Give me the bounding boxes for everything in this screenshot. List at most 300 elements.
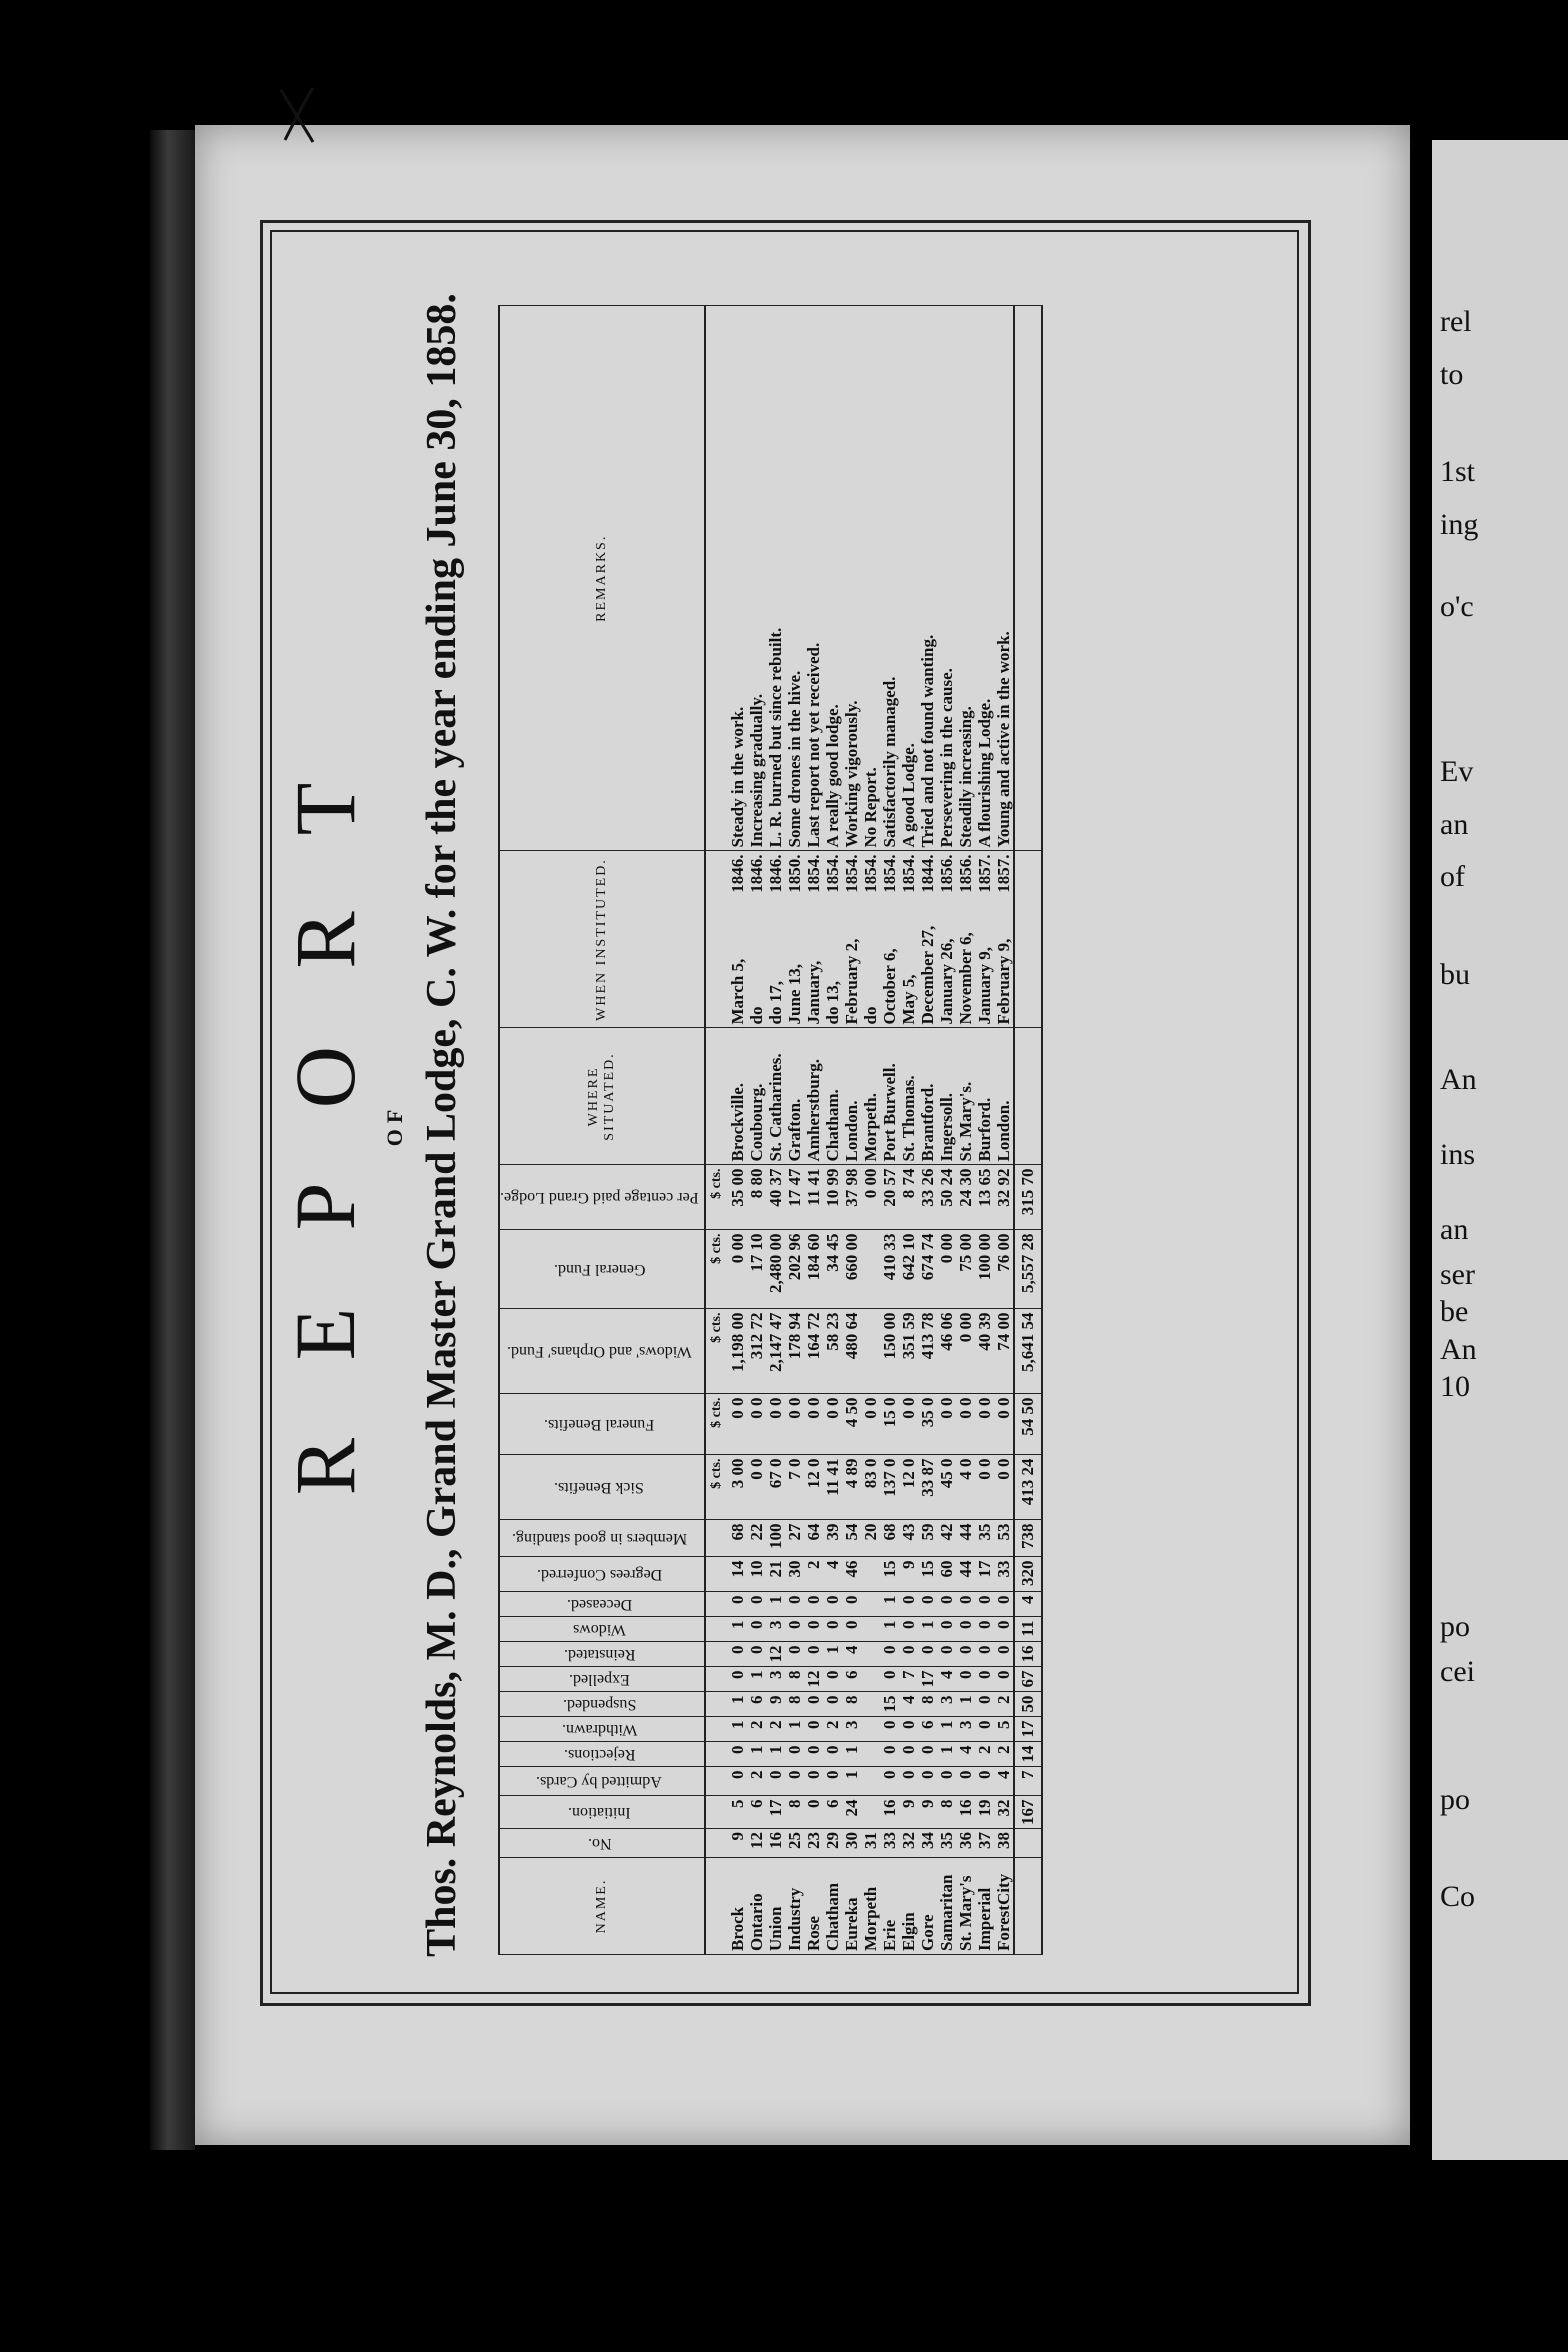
cell-susp: 6 — [747, 1692, 766, 1717]
cell-init: 17 — [766, 1796, 785, 1829]
cell-dec: 0 — [785, 1592, 804, 1617]
cell-rej — [861, 1742, 880, 1767]
cell-rein: 0 — [994, 1642, 1014, 1667]
cell-adm — [861, 1767, 880, 1796]
cell-name: Industry — [785, 1858, 804, 1955]
cell-init: 9 — [899, 1796, 918, 1829]
cell-susp — [861, 1692, 880, 1717]
unit-funeral: $ cts. — [705, 1394, 728, 1455]
cell-gen: 660 00 — [842, 1230, 861, 1309]
cell-mem: 44 — [956, 1520, 975, 1557]
cell-deg: 44 — [956, 1557, 975, 1592]
cell-rej: 0 — [728, 1742, 747, 1767]
cell-adm: 0 — [766, 1767, 785, 1796]
cell-fun: 0 0 — [804, 1394, 823, 1455]
cell-wof: 40 39 — [975, 1309, 994, 1394]
cell-when: June 13, 1850. — [785, 851, 804, 1028]
cell-rej: 0 — [804, 1742, 823, 1767]
cell-pct: 32 92 — [994, 1165, 1014, 1230]
cell-name: Ontario — [747, 1858, 766, 1955]
cell-no: 37 — [975, 1829, 994, 1858]
cell-no: 32 — [899, 1829, 918, 1858]
cell-rej: 1 — [842, 1742, 861, 1767]
cell-mem: 59 — [918, 1520, 937, 1557]
report-of: OF — [382, 1103, 407, 1147]
cell-exp: 0 — [880, 1667, 899, 1692]
cell-gen: 0 00 — [728, 1230, 747, 1309]
cell-name: Elgin — [899, 1858, 918, 1955]
cell-wid: 0 — [785, 1617, 804, 1642]
cell-when: January, 1854. — [804, 851, 823, 1028]
pen-mark-x — [273, 80, 323, 150]
cell-gen: 674 74 — [918, 1230, 937, 1309]
table-row — [804, 306, 823, 1955]
cell-when: do 1846. — [747, 851, 766, 1028]
cell-no: 34 — [918, 1829, 937, 1858]
cell-when: do 17, 1846. — [766, 851, 785, 1028]
cell-when: December 27, 1844. — [918, 851, 937, 1028]
cell-remark: A good Lodge. — [899, 306, 918, 852]
cell-exp: 0 — [975, 1667, 994, 1692]
cell-dec: 0 — [842, 1592, 861, 1617]
fragment-text: be — [1440, 1295, 1469, 1328]
header-initiation: Initiation. — [499, 1796, 705, 1829]
cell-susp: 2 — [994, 1692, 1014, 1717]
cell-init: 0 — [804, 1796, 823, 1829]
cell-exp: 0 — [728, 1667, 747, 1692]
cell-dec: 0 — [956, 1592, 975, 1617]
cell-deg: 46 — [842, 1557, 861, 1592]
table-header-row — [499, 306, 705, 1955]
cell-init: 8 — [785, 1796, 804, 1829]
cell-exp: 0 — [823, 1667, 842, 1692]
cell-rein: 12 — [766, 1642, 785, 1667]
total-mem: 738 — [1014, 1520, 1042, 1557]
cell-wid: 1 — [728, 1617, 747, 1642]
cell-rej: 2 — [994, 1742, 1014, 1767]
cell-rein: 0 — [880, 1642, 899, 1667]
cell-no: 38 — [994, 1829, 1014, 1858]
header-name: NAME. — [499, 1858, 705, 1955]
cell-exp: 7 — [899, 1667, 918, 1692]
cell-fun: 0 0 — [747, 1394, 766, 1455]
cell-dec: 1 — [766, 1592, 785, 1617]
cell-fun: 0 0 — [899, 1394, 918, 1455]
cell-rein: 0 — [785, 1642, 804, 1667]
cell-gen: 0 00 — [937, 1230, 956, 1309]
cell-pct: 10 99 — [823, 1165, 842, 1230]
cell-exp: 8 — [785, 1667, 804, 1692]
fragment-text: an — [1440, 1212, 1469, 1246]
table-row — [918, 306, 937, 1955]
fragment-text: 10 — [1440, 1370, 1470, 1403]
total-dec: 4 — [1014, 1592, 1042, 1617]
table-row — [861, 306, 880, 1955]
cell-sick: 7 0 — [785, 1455, 804, 1520]
cell-gen: 100 00 — [975, 1230, 994, 1309]
cell-wd: 2 — [823, 1717, 842, 1742]
cell-wid: 1 — [880, 1617, 899, 1642]
cell-no: 30 — [842, 1829, 861, 1858]
cell-fun: 4 50 — [842, 1394, 861, 1455]
cell-where: Brockville. — [728, 1028, 747, 1165]
total-wof: 5,641 54 — [1014, 1309, 1042, 1394]
header-suspended: Suspended. — [499, 1692, 705, 1717]
header-no: No. — [499, 1829, 705, 1858]
adjacent-page-fragment — [1432, 140, 1568, 2160]
cell-remark: A flourishing Lodge. — [975, 306, 994, 852]
cell-rej: 0 — [918, 1742, 937, 1767]
table-row — [766, 306, 785, 1955]
cell-susp: 0 — [804, 1692, 823, 1717]
cell-name: Gore — [918, 1858, 937, 1955]
table-row — [747, 306, 766, 1955]
fragment-text: Co — [1440, 1880, 1476, 1913]
cell-deg: 15 — [880, 1557, 899, 1592]
cell-remark: Young and active in the work. — [994, 306, 1014, 852]
cell-wid: 0 — [747, 1617, 766, 1642]
cell-fun: 0 0 — [861, 1394, 880, 1455]
cell-adm: 0 — [785, 1767, 804, 1796]
cell-susp: 3 — [937, 1692, 956, 1717]
cell-exp: 17 — [918, 1667, 937, 1692]
header-deceased: Deceased. — [499, 1592, 705, 1617]
cell-where: Ingersoll. — [937, 1028, 956, 1165]
cell-rein: 0 — [804, 1642, 823, 1667]
cell-wd: 3 — [956, 1717, 975, 1742]
cell-fun: 0 0 — [994, 1394, 1014, 1455]
cell-remark: Last report not yet received. — [804, 306, 823, 852]
fragment-text: of — [1440, 860, 1465, 893]
cell-remark: Increasing gradually. — [747, 306, 766, 852]
cell-init: 6 — [747, 1796, 766, 1829]
cell-sick: 3 00 — [728, 1455, 747, 1520]
cell-name: Imperial — [975, 1858, 994, 1955]
header-reinstated: Reinstated. — [499, 1642, 705, 1667]
cell-deg: 33 — [994, 1557, 1014, 1592]
cell-name: Union — [766, 1858, 785, 1955]
cell-when: March 5, 1846. — [728, 851, 747, 1028]
cell-deg: 2 — [804, 1557, 823, 1592]
cell-wd: 2 — [747, 1717, 766, 1742]
header-per-centage: Per centage paid Grand Lodge. — [499, 1165, 705, 1230]
cell-sick: 4 0 — [956, 1455, 975, 1520]
cell-dec: 0 — [804, 1592, 823, 1617]
cell-exp: 1 — [747, 1667, 766, 1692]
cell-name: Chatham — [823, 1858, 842, 1955]
table-row — [899, 306, 918, 1955]
cell-no: 31 — [861, 1829, 880, 1858]
cell-init: 19 — [975, 1796, 994, 1829]
table-row — [994, 306, 1014, 1955]
table-row — [823, 306, 842, 1955]
total-pct: 315 70 — [1014, 1165, 1042, 1230]
cell-where: London. — [842, 1028, 861, 1165]
cell-susp: 8 — [918, 1692, 937, 1717]
cell-no: 36 — [956, 1829, 975, 1858]
cell-where: Port Burwell. — [880, 1028, 899, 1165]
cell-when: February 9, 1857. — [994, 851, 1014, 1028]
cell-where: Chatham. — [823, 1028, 842, 1165]
cell-gen: 184 60 — [804, 1230, 823, 1309]
total-deg: 320 — [1014, 1557, 1042, 1592]
cell-deg: 4 — [823, 1557, 842, 1592]
cell-pct: 8 80 — [747, 1165, 766, 1230]
cell-deg: 17 — [975, 1557, 994, 1592]
cell-susp: 1 — [956, 1692, 975, 1717]
cell-wof: 178 94 — [785, 1309, 804, 1394]
cell-wd: 1 — [785, 1717, 804, 1742]
cell-wd: 0 — [899, 1717, 918, 1742]
cell-name: Samaritan — [937, 1858, 956, 1955]
cell-dec: 1 — [880, 1592, 899, 1617]
total-susp: 50 — [1014, 1692, 1042, 1717]
cell-name: Rose — [804, 1858, 823, 1955]
cell-sick: 83 0 — [861, 1455, 880, 1520]
cell-mem: 100 — [766, 1520, 785, 1557]
fragment-text: An — [1440, 1062, 1477, 1096]
cell-when: May 5, 1854. — [899, 851, 918, 1028]
cell-wid: 0 — [899, 1617, 918, 1642]
total-wd: 17 — [1014, 1717, 1042, 1742]
cell-sick: 45 0 — [937, 1455, 956, 1520]
fragment-text: to — [1440, 357, 1464, 391]
cell-init: 16 — [956, 1796, 975, 1829]
cell-dec: 0 — [728, 1592, 747, 1617]
cell-deg: 15 — [918, 1557, 937, 1592]
cell-sick: 4 89 — [842, 1455, 861, 1520]
cell-where: St. Thomas. — [899, 1028, 918, 1165]
cell-no: 33 — [880, 1829, 899, 1858]
cell-exp: 3 — [766, 1667, 785, 1692]
cell-wd: 6 — [918, 1717, 937, 1742]
cell-sick: 12 0 — [804, 1455, 823, 1520]
cell-mem: 53 — [994, 1520, 1014, 1557]
cell-gen: 17 10 — [747, 1230, 766, 1309]
cell-dec — [861, 1592, 880, 1617]
cell-adm: 0 — [728, 1767, 747, 1796]
cell-gen: 202 96 — [785, 1230, 804, 1309]
cell-pct: 35 00 — [728, 1165, 747, 1230]
cell-susp: 0 — [975, 1692, 994, 1717]
cell-pct: 20 57 — [880, 1165, 899, 1230]
cell-no: 29 — [823, 1829, 842, 1858]
cell-gen: 642 10 — [899, 1230, 918, 1309]
cell-rej: 0 — [785, 1742, 804, 1767]
cell-wof: 2,147 47 — [766, 1309, 785, 1394]
cell-name: Brock — [728, 1858, 747, 1955]
table-row — [842, 306, 861, 1955]
table-row — [975, 306, 994, 1955]
totals-row — [1014, 306, 1042, 1955]
cell-name: ForestCity — [994, 1858, 1014, 1955]
cell-deg: 60 — [937, 1557, 956, 1592]
cell-adm: 0 — [880, 1767, 899, 1796]
unit-general-fund: $ cts. — [705, 1230, 728, 1309]
cell-adm: 0 — [823, 1767, 842, 1796]
total-adm: 7 — [1014, 1767, 1042, 1796]
cell-where: Amherstburg. — [804, 1028, 823, 1165]
cell-adm: 2 — [747, 1767, 766, 1796]
cell-pct: 37 98 — [842, 1165, 861, 1230]
cell-remark: Steady in the work. — [728, 306, 747, 852]
cell-deg: 9 — [899, 1557, 918, 1592]
cell-sick: 0 0 — [994, 1455, 1014, 1520]
unit-widows-fund: $ cts. — [705, 1309, 728, 1394]
fragment-text: po — [1440, 1610, 1470, 1643]
cell-mem: 35 — [975, 1520, 994, 1557]
cell-wd: 2 — [766, 1717, 785, 1742]
cell-rej: 1 — [747, 1742, 766, 1767]
fragment-text: An — [1440, 1332, 1477, 1366]
cell-wof: 0 00 — [956, 1309, 975, 1394]
cell-remark: Satisfactorily managed. — [880, 306, 899, 852]
cell-adm: 0 — [956, 1767, 975, 1796]
cell-init: 8 — [937, 1796, 956, 1829]
cell-sick: 137 0 — [880, 1455, 899, 1520]
cell-deg — [861, 1557, 880, 1592]
cell-rein: 4 — [842, 1642, 861, 1667]
cell-mem: 22 — [747, 1520, 766, 1557]
cell-wof: 74 00 — [994, 1309, 1014, 1394]
cell-deg: 10 — [747, 1557, 766, 1592]
cell-where: Grafton. — [785, 1028, 804, 1165]
cell-dec: 0 — [975, 1592, 994, 1617]
cell-wid: 0 — [842, 1617, 861, 1642]
cell-dec: 0 — [937, 1592, 956, 1617]
table-row — [728, 306, 747, 1955]
cell-no: 35 — [937, 1829, 956, 1858]
cell-fun: 0 0 — [823, 1394, 842, 1455]
cell-wof: 58 23 — [823, 1309, 842, 1394]
cell-init: 16 — [880, 1796, 899, 1829]
cell-exp: 12 — [804, 1667, 823, 1692]
fragment-text: ing — [1440, 507, 1479, 541]
cell-mem: 64 — [804, 1520, 823, 1557]
rotated-report — [270, 255, 1270, 1995]
cell-rein: 0 — [899, 1642, 918, 1667]
header-widows: Widows — [499, 1617, 705, 1642]
cell-adm: 0 — [975, 1767, 994, 1796]
cell-adm: 0 — [937, 1767, 956, 1796]
cell-wd: 0 — [975, 1717, 994, 1742]
cell-rein: 0 — [918, 1642, 937, 1667]
cell-when: November 6, 1856. — [956, 851, 975, 1028]
cell-susp: 4 — [899, 1692, 918, 1717]
total-wid: 11 — [1014, 1617, 1042, 1642]
cell-mem: 27 — [785, 1520, 804, 1557]
cell-gen: 75 00 — [956, 1230, 975, 1309]
cell-wd: 3 — [842, 1717, 861, 1742]
fragment-text: o'c — [1440, 590, 1474, 623]
header-sick-benefits: Sick Benefits. — [499, 1455, 705, 1520]
cell-fun: 35 0 — [918, 1394, 937, 1455]
fragment-text: ins — [1440, 1137, 1476, 1171]
cell-where: St. Catharines. — [766, 1028, 785, 1165]
cell-rej: 0 — [880, 1742, 899, 1767]
cell-no: 12 — [747, 1829, 766, 1858]
cell-rein: 0 — [728, 1642, 747, 1667]
cell-wid — [861, 1617, 880, 1642]
cell-rein: 1 — [823, 1642, 842, 1667]
cell-exp — [861, 1667, 880, 1692]
cell-remark: A really good lodge. — [823, 306, 842, 852]
cell-when: do 13, 1854. — [823, 851, 842, 1028]
cell-wid: 0 — [956, 1617, 975, 1642]
cell-mem: 54 — [842, 1520, 861, 1557]
cell-wof: 150 00 — [880, 1309, 899, 1394]
cell-name: Morpeth — [861, 1858, 880, 1955]
cell-adm: 0 — [804, 1767, 823, 1796]
cell-wid: 0 — [975, 1617, 994, 1642]
cell-name: Erie — [880, 1858, 899, 1955]
fragment-text: rel — [1440, 305, 1472, 338]
cell-sick: 0 0 — [747, 1455, 766, 1520]
table-row — [937, 306, 956, 1955]
fragment-text: ser — [1440, 1257, 1475, 1291]
cell-wd: 5 — [994, 1717, 1014, 1742]
cell-when: October 6, 1854. — [880, 851, 899, 1028]
cell-sick: 67 0 — [766, 1455, 785, 1520]
cell-when: January 9, 1857. — [975, 851, 994, 1028]
fragment-text: Ev — [1440, 755, 1474, 788]
cell-pct: 24 30 — [956, 1165, 975, 1230]
cell-pct: 50 24 — [937, 1165, 956, 1230]
cell-exp: 6 — [842, 1667, 861, 1692]
unit-sick: $ cts. — [705, 1455, 728, 1520]
cell-fun: 0 0 — [975, 1394, 994, 1455]
cell-pct: 8 74 — [899, 1165, 918, 1230]
cell-fun: 0 0 — [728, 1394, 747, 1455]
units-row — [705, 306, 728, 1955]
cell-wof: 480 64 — [842, 1309, 861, 1394]
table-row — [956, 306, 975, 1955]
table-row — [880, 306, 899, 1955]
cell-wid: 0 — [994, 1617, 1014, 1642]
cell-no: 16 — [766, 1829, 785, 1858]
cell-mem: 39 — [823, 1520, 842, 1557]
header-funeral-benefits: Funeral Benefits. — [499, 1394, 705, 1455]
cell-rej: 0 — [899, 1742, 918, 1767]
header-admitted: Admitted by Cards. — [499, 1767, 705, 1796]
cell-fun: 0 0 — [766, 1394, 785, 1455]
cell-gen: 2,480 00 — [766, 1230, 785, 1309]
cell-mem: 42 — [937, 1520, 956, 1557]
cell-susp: 1 — [728, 1692, 747, 1717]
cell-mem: 68 — [728, 1520, 747, 1557]
cell-deg: 21 — [766, 1557, 785, 1592]
cell-adm: 0 — [899, 1767, 918, 1796]
fragment-text: 1st — [1440, 455, 1476, 488]
total-fun: 54 50 — [1014, 1394, 1042, 1455]
cell-rej: 1 — [766, 1742, 785, 1767]
cell-wof: 164 72 — [804, 1309, 823, 1394]
cell-susp: 9 — [766, 1692, 785, 1717]
report-title: R E P O R T — [277, 754, 373, 1496]
cell-remark: Working vigorously. — [842, 306, 861, 852]
cell-name: Eureka — [842, 1858, 861, 1955]
cell-deg: 30 — [785, 1557, 804, 1592]
cell-dec: 0 — [899, 1592, 918, 1617]
total-init: 167 — [1014, 1796, 1042, 1829]
header-members: Members in good standing. — [499, 1520, 705, 1557]
header-withdrawn: Withdrawn. — [499, 1717, 705, 1742]
cell-remark: Persevering in the cause. — [937, 306, 956, 852]
cell-wof: 46 06 — [937, 1309, 956, 1394]
cell-rein: 0 — [975, 1642, 994, 1667]
cell-pct: 17 47 — [785, 1165, 804, 1230]
cell-wof: 351 59 — [899, 1309, 918, 1394]
